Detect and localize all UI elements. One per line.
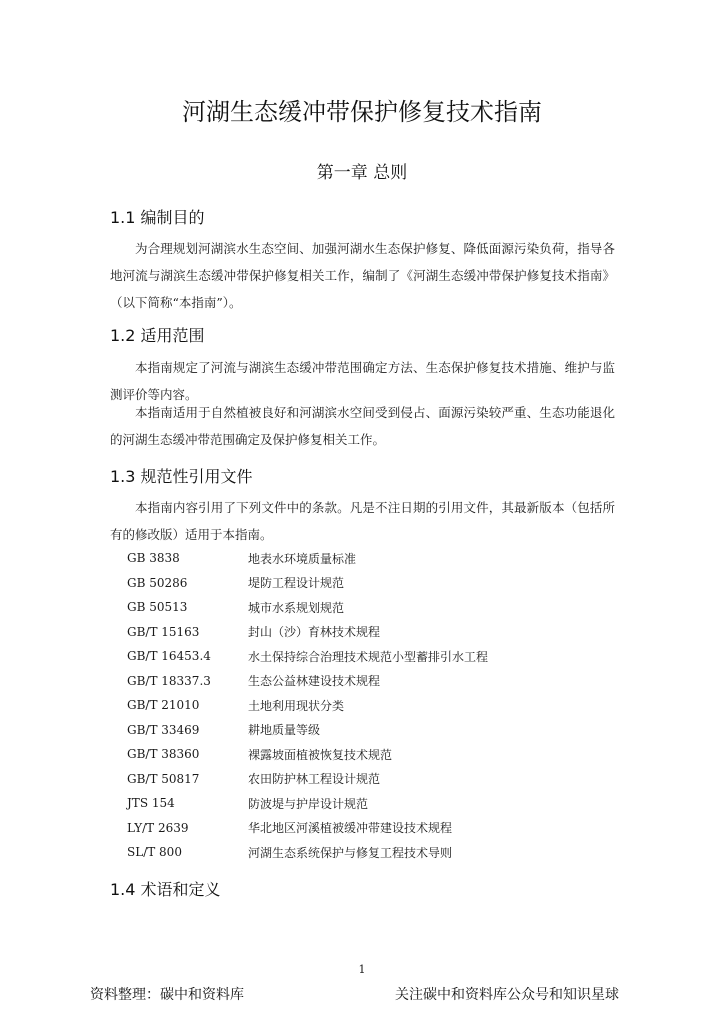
reference-row — [127, 767, 607, 792]
reference-code: GB 3838 — [127, 551, 180, 566]
reference-title: 河湖生态系统保护与修复工程技术导则 — [248, 845, 453, 860]
paragraph-scope-1: 本指南规定了河流与湖滨生态缓冲带范围确定方法、生态保护修复技术措施、维护与监测评价等内容。 — [110, 360, 615, 402]
reference-code: GB/T 15163 — [127, 624, 200, 639]
reference-row — [127, 546, 607, 571]
reference-title: 水土保持综合治理技术规范小型蓄排引水工程 — [248, 649, 489, 664]
reference-code: SL/T 800 — [127, 845, 182, 860]
reference-row — [127, 816, 607, 841]
chapter-title: 第一章 总则 — [316, 163, 408, 183]
reference-title: 华北地区河溪植被缓冲带建设技术规程 — [248, 821, 453, 836]
reference-row — [127, 840, 607, 865]
section-heading-1-2: 1.2 适用范围 — [110, 326, 205, 345]
reference-code: GB/T 38360 — [127, 747, 200, 762]
paragraph-purpose: 为合理规划河湖滨水生态空间、加强河湖水生态保护修复、降低面源污染负荷，指导各地河流与湖滨生态缓冲带保护修复相关工作，编制了《河湖生态缓冲带保护修复技术指南》（以下简称“本指南”）。 — [110, 241, 615, 310]
reference-title: 生态公益林建设技术规程 — [248, 674, 381, 689]
reference-title: 封山（沙）育林技术规程 — [248, 625, 381, 640]
reference-code: GB 50286 — [127, 575, 188, 590]
reference-title: 地表水环境质量标准 — [248, 551, 357, 566]
reference-row — [127, 620, 607, 645]
footer-source: 资料整理：碳中和资料库 — [90, 987, 244, 1003]
reference-title: 城市水系规划规范 — [248, 600, 345, 615]
reference-row — [127, 791, 607, 816]
reference-code: GB/T 50817 — [127, 771, 200, 786]
reference-title: 土地利用现状分类 — [248, 698, 345, 713]
footer-follow-note: 关注碳中和资料库公众号和知识星球 — [395, 987, 619, 1003]
reference-code: JTS 154 — [127, 796, 175, 811]
reference-row — [127, 644, 607, 669]
paragraph-references-intro: 本指南内容引用了下列文件中的条款。凡是不注日期的引用文件，其最新版本（包括所有的修改版）适用于本指南。 — [110, 500, 615, 542]
reference-code: GB/T 18337.3 — [127, 673, 211, 688]
reference-list — [127, 546, 607, 865]
reference-title: 裸露坡面植被恢复技术规范 — [248, 747, 393, 762]
reference-title: 堤防工程设计规范 — [248, 576, 345, 591]
document-title: 河湖生态缓冲带保护修复技术指南 — [182, 98, 542, 126]
section-heading-1-3: 1.3 规范性引用文件 — [110, 467, 253, 486]
reference-code: GB 50513 — [127, 600, 188, 615]
reference-row — [127, 595, 607, 620]
reference-row — [127, 571, 607, 596]
reference-row — [127, 718, 607, 743]
paragraph-scope-2: 本指南适用于自然植被良好和河湖滨水空间受到侵占、面源污染较严重、生态功能退化的河湖生态缓冲带范围确定及保护修复相关工作。 — [110, 405, 615, 447]
section-heading-1-1: 1.1 编制目的 — [110, 208, 205, 227]
reference-code: GB/T 16453.4 — [127, 649, 211, 664]
reference-code: GB/T 33469 — [127, 722, 200, 737]
reference-code: LY/T 2639 — [127, 820, 189, 835]
reference-title: 防波堤与护岸设计规范 — [248, 796, 369, 811]
section-heading-1-4: 1.4 术语和定义 — [110, 880, 221, 899]
reference-title: 农田防护林工程设计规范 — [248, 772, 381, 787]
reference-row — [127, 693, 607, 718]
page-number: 1 — [358, 963, 366, 976]
reference-row — [127, 669, 607, 694]
reference-title: 耕地质量等级 — [248, 723, 321, 738]
reference-code: GB/T 21010 — [127, 698, 200, 713]
reference-row — [127, 742, 607, 767]
